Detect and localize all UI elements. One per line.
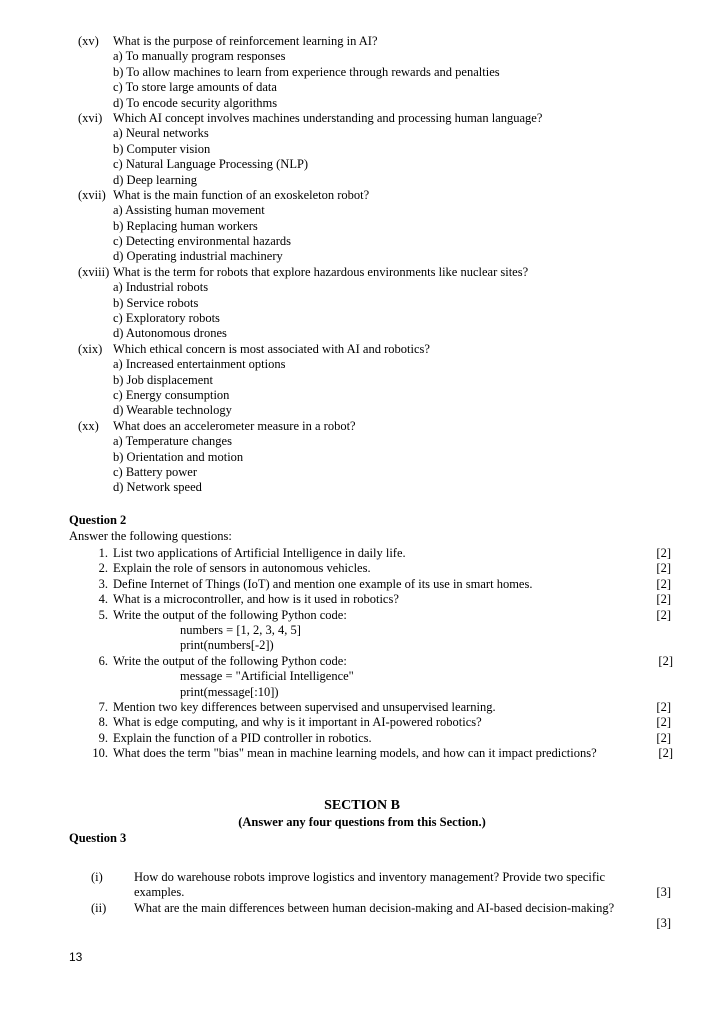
question-2-heading: Question 2 <box>69 513 127 527</box>
option: a) To manually program responses <box>113 49 286 64</box>
item-number: 10. <box>92 746 108 761</box>
item-number: 6. <box>98 653 108 668</box>
list-item <box>0 870 724 901</box>
list-item <box>0 577 724 592</box>
marks: [2] <box>656 592 671 607</box>
option: a) Assisting human movement <box>113 203 265 218</box>
option: c) Detecting environmental hazards <box>113 234 292 249</box>
option: c) Exploratory robots <box>113 311 220 326</box>
option: b) Service robots <box>113 295 199 310</box>
option: d) Wearable technology <box>113 403 232 418</box>
question-number: (xx) <box>78 418 99 433</box>
mcq-item <box>0 34 724 111</box>
option: b) To allow machines to learn from experience through rewards and penalties <box>113 64 500 79</box>
item-text: What is a microcontroller, and how is it used in robotics? <box>113 592 399 607</box>
item-text: Define Internet of Things (IoT) and mention one example of its use in smart homes. <box>113 576 533 591</box>
mcq-item <box>0 342 724 419</box>
question-text: What does an accelerometer measure in a robot? <box>113 418 356 433</box>
question-2-list <box>0 546 724 761</box>
code-line: message = "Artificial Intelligence" <box>180 669 354 684</box>
item-number: (i) <box>91 870 103 884</box>
list-item <box>0 608 724 623</box>
list-item <box>0 731 724 746</box>
question-number: (xvii) <box>78 187 106 202</box>
marks: [3] <box>656 885 671 900</box>
mcq-item <box>0 188 724 265</box>
item-text: Write the output of the following Python code: <box>113 607 347 622</box>
list-item <box>0 901 724 932</box>
list-item <box>0 546 724 561</box>
item-text: What is edge computing, and why is it important in AI-powered robotics? <box>113 715 482 730</box>
option: b) Replacing human workers <box>113 218 258 233</box>
item-text: Write the output of the following Python code: <box>113 653 347 668</box>
option: d) Deep learning <box>113 172 197 187</box>
option: a) Neural networks <box>113 126 209 141</box>
item-text-continued: examples. <box>134 885 185 900</box>
mcq-item <box>0 265 724 342</box>
marks: [2] <box>658 746 673 761</box>
code-line: numbers = [1, 2, 3, 4, 5] <box>180 622 301 637</box>
question-number: (xviii) <box>78 264 110 279</box>
option: b) Job displacement <box>113 372 213 387</box>
item-number: 7. <box>98 699 108 714</box>
marks: [2] <box>656 546 671 560</box>
list-item <box>0 592 724 607</box>
section-b-instruction: (Answer any four questions from this Section.) <box>238 815 486 829</box>
question-3-list <box>0 870 724 932</box>
item-number: 9. <box>98 730 108 745</box>
marks: [3] <box>656 916 671 931</box>
option: c) To store large amounts of data <box>113 80 277 95</box>
marks: [2] <box>658 653 673 668</box>
mcq-item <box>0 419 724 496</box>
marks: [2] <box>656 561 671 576</box>
question-number: (xix) <box>78 341 103 356</box>
marks: [2] <box>656 607 671 622</box>
option: d) Operating industrial machinery <box>113 249 283 264</box>
list-item <box>0 654 724 669</box>
option: b) Computer vision <box>113 141 211 156</box>
option: a) Increased entertainment options <box>113 357 286 372</box>
mcq-list <box>0 34 724 496</box>
mcq-item <box>0 111 724 188</box>
option: b) Orientation and motion <box>113 449 244 464</box>
list-item <box>0 746 724 761</box>
item-number: 1. <box>98 546 108 560</box>
code-line: print(message[:10]) <box>180 684 279 699</box>
section-b-heading: SECTION B <box>324 798 400 813</box>
list-item <box>0 561 724 576</box>
item-text: What does the term "bias" mean in machine learning models, and how can it impact predictions? <box>113 746 597 761</box>
item-number: 3. <box>98 576 108 591</box>
option: a) Industrial robots <box>113 280 209 295</box>
option: d) Autonomous drones <box>113 326 227 341</box>
question-number: (xv) <box>78 34 99 48</box>
option: c) Natural Language Processing (NLP) <box>113 157 309 172</box>
marks: [2] <box>656 730 671 745</box>
question-text: Which AI concept involves machines understanding and processing human language? <box>113 110 543 125</box>
option: d) Network speed <box>113 480 202 495</box>
question-text: What is the purpose of reinforcement learning in AI? <box>113 34 378 48</box>
item-text: Explain the function of a PID controller in robotics. <box>113 730 372 745</box>
option: a) Temperature changes <box>113 434 232 449</box>
question-text: What is the main function of an exoskeleton robot? <box>113 187 370 202</box>
list-item <box>0 715 724 730</box>
option: d) To encode security algorithms <box>113 95 278 110</box>
question-3-heading: Question 3 <box>69 831 127 845</box>
code-line: print(numbers[-2]) <box>180 638 274 653</box>
item-number: (ii) <box>91 900 107 915</box>
item-number: 2. <box>98 561 108 576</box>
list-item <box>0 700 724 715</box>
item-number: 5. <box>98 607 108 622</box>
question-number: (xvi) <box>78 110 103 125</box>
question-text: What is the term for robots that explore hazardous environments like nuclear sites? <box>113 264 529 279</box>
page-number: 13 <box>69 950 83 964</box>
item-text: Explain the role of sensors in autonomous vehicles. <box>113 561 371 576</box>
question-2-intro: Answer the following questions: <box>69 529 232 543</box>
item-text: List two applications of Artificial Intelligence in daily life. <box>113 546 406 560</box>
item-text: How do warehouse robots improve logistics and inventory management? Provide two specific <box>134 870 606 884</box>
item-text: What are the main differences between human decision-making and AI-based decision-making? <box>134 900 615 915</box>
item-number: 8. <box>98 715 108 730</box>
marks: [2] <box>656 715 671 730</box>
option: c) Battery power <box>113 464 197 479</box>
marks: [2] <box>656 576 671 591</box>
marks: [2] <box>656 699 671 714</box>
question-text: Which ethical concern is most associated with AI and robotics? <box>113 341 430 356</box>
option: c) Energy consumption <box>113 387 230 402</box>
item-number: 4. <box>98 592 108 607</box>
item-text: Mention two key differences between supervised and unsupervised learning. <box>113 699 496 714</box>
